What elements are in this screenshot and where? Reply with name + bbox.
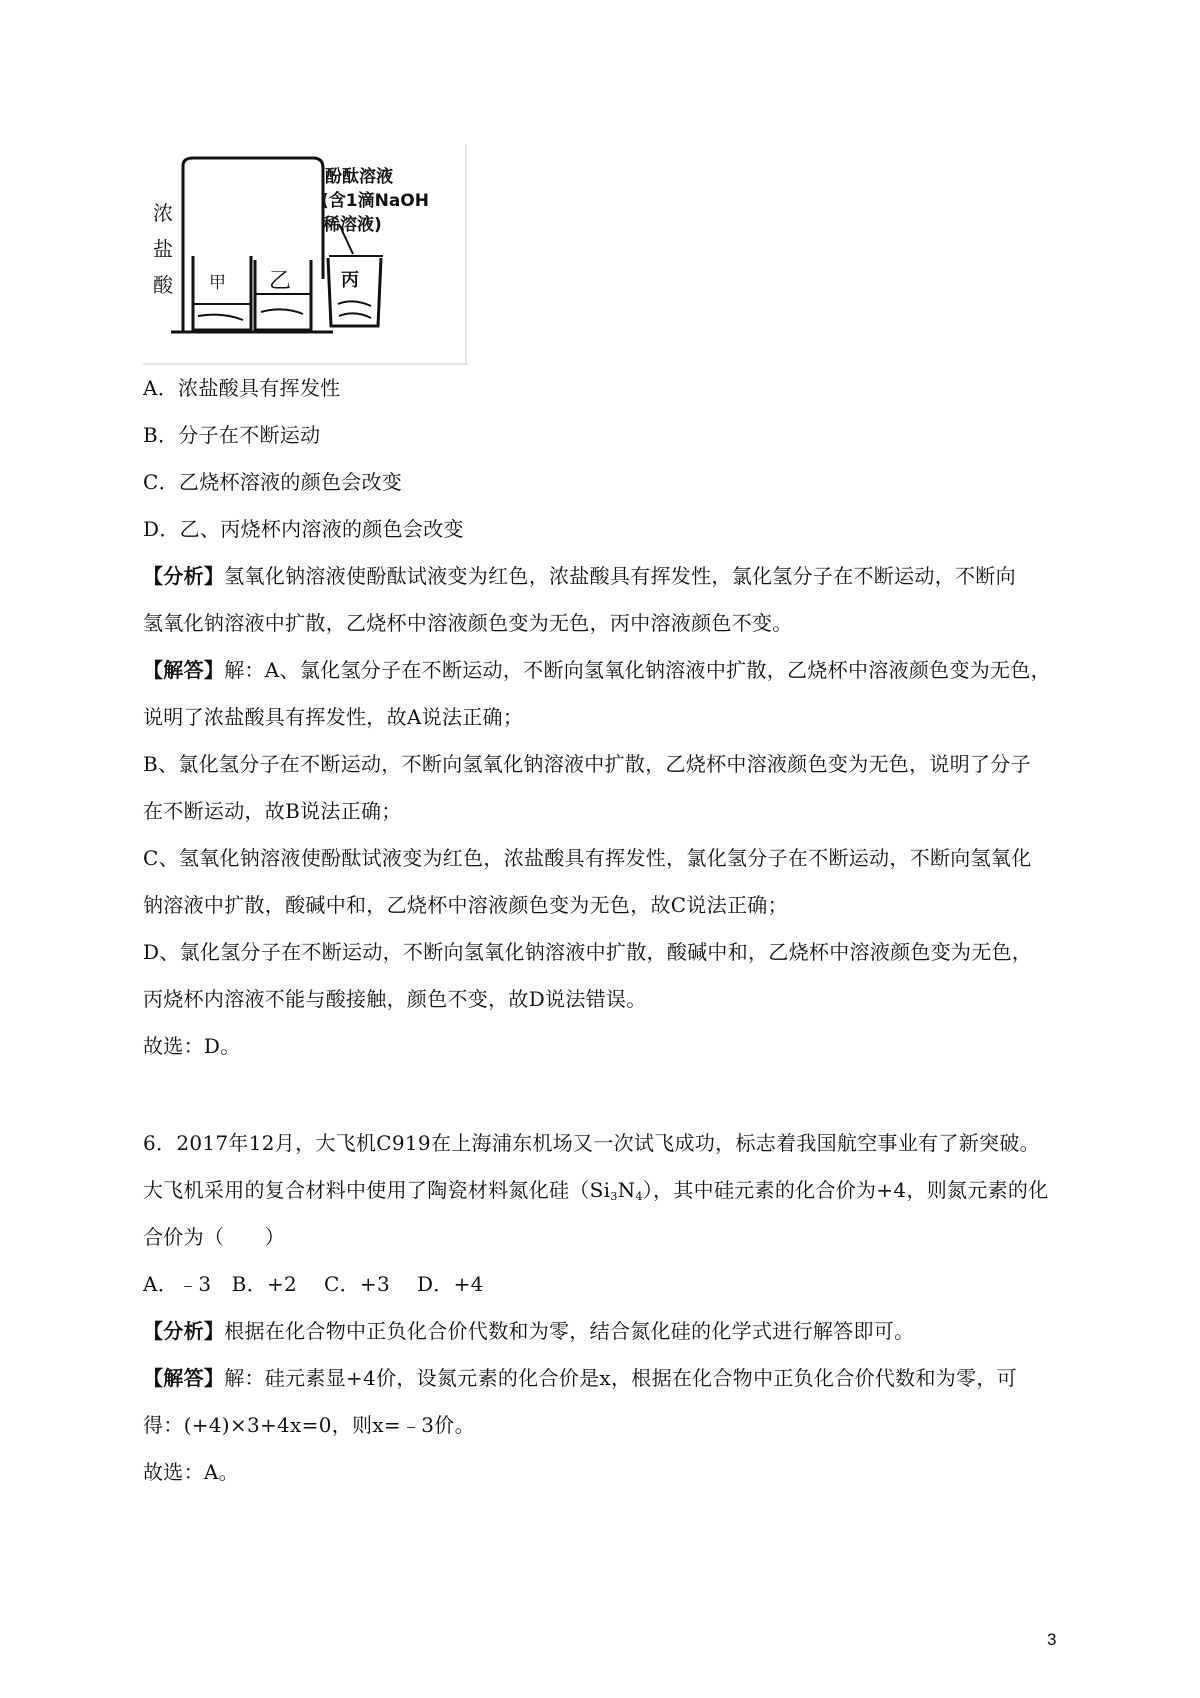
q5-answer-line-4: 在不断运动，故B说法正确； — [143, 799, 402, 823]
q5-answer-text-1: 解：A、氯化氢分子在不断运动，不断向氢氧化钠溶液中扩散，乙烧杯中溶液颜色变为无色， — [224, 658, 1051, 682]
q6-analysis-tag: 【分析】 — [143, 1319, 225, 1343]
q6-sub-n: 4 — [635, 1190, 643, 1203]
q6-answer-tag: 【解答】 — [143, 1366, 225, 1390]
page-number: 3 — [1047, 1630, 1057, 1649]
q6-sub-si: 3 — [610, 1190, 618, 1203]
q5-choice: 故选：D。 — [143, 1034, 241, 1058]
q5-option-a: A．浓盐酸具有挥发性 — [143, 376, 341, 400]
q6-stem-2-post: ），其中硅元素的化合价为+4，则氮元素的化 — [642, 1178, 1049, 1202]
q6-stem-line-2 — [143, 1176, 1049, 1211]
experiment-figure — [143, 144, 468, 365]
label-solution-2: (含1滴NaOH — [321, 191, 429, 211]
q6-choice: 故选：A。 — [143, 1460, 239, 1484]
beaker-a-label: 甲 — [209, 273, 226, 293]
q6-stem-line-1: 6．2017年12月，大飞机C919在上海浦东机场又一次试飞成功，标志着我国航空事业有了新突破。 — [143, 1131, 1040, 1155]
q5-option-b: B．分子在不断运动 — [143, 423, 321, 447]
q5-answer-line-8: 丙烧杯内溶液不能与酸接触，颜色不变，故D说法错误。 — [143, 987, 647, 1011]
q6-analysis-line-1 — [143, 1317, 914, 1345]
label-acid-1: 浓 — [153, 201, 173, 225]
q6-answer-line-2: 得：(+4)×3+4x=0，则x=﹣3价。 — [143, 1413, 475, 1437]
q5-analysis-tag: 【分析】 — [143, 564, 225, 588]
beaker-b-label: 乙 — [269, 269, 292, 294]
beaker-c-label: 丙 — [341, 270, 359, 291]
label-solution-1: 酚酞溶液 — [325, 167, 393, 187]
q5-answer-tag: 【解答】 — [143, 658, 225, 682]
label-acid-2: 盐 — [153, 237, 173, 261]
q6-answer-line-1 — [143, 1364, 1017, 1392]
q5-analysis-line-2: 氢氧化钠溶液中扩散，乙烧杯中溶液颜色变为无色，丙中溶液颜色不变。 — [143, 611, 793, 635]
label-solution-3: 稀溶液) — [323, 215, 382, 235]
q5-answer-line-1 — [143, 656, 1051, 684]
q5-analysis-text-1: 氢氧化钠溶液使酚酞试液变为红色，浓盐酸具有挥发性，氯化氢分子在不断运动，不断向 — [224, 564, 1016, 588]
q5-answer-line-2: 说明了浓盐酸具有挥发性，故A说法正确； — [143, 705, 524, 729]
q5-answer-line-7: D、氯化氢分子在不断运动，不断向氢氧化钠溶液中扩散，酸碱中和，乙烧杯中溶液颜色变为无色， — [143, 940, 1033, 964]
q5-answer-line-6: 钠溶液中扩散，酸碱中和，乙烧杯中溶液颜色变为无色，故C说法正确； — [143, 893, 788, 917]
q6-options: A．﹣3 B．+2 C．+3 D．+4 — [143, 1272, 484, 1296]
q6-stem-2-pre: 大飞机采用的复合材料中使用了陶瓷材料氮化硅（Si — [143, 1178, 611, 1202]
q5-option-d: D．乙、丙烧杯内溶液的颜色会改变 — [143, 517, 464, 541]
q5-analysis-line-1 — [143, 562, 1016, 590]
q6-stem-2-mid: N — [617, 1178, 636, 1202]
q5-answer-line-5: C、氢氧化钠溶液使酚酞试液变为红色，浓盐酸具有挥发性，氯化氢分子在不断运动，不断向氢氧化 — [143, 846, 1032, 870]
label-acid-3: 酸 — [153, 273, 173, 297]
q6-answer-text-1: 解：硅元素显+4价，设氮元素的化合价是x，根据在化合物中正负化合价代数和为零，可 — [224, 1366, 1017, 1390]
q5-option-c: C．乙烧杯溶液的颜色会改变 — [143, 470, 403, 494]
q5-answer-line-3: B、氯化氢分子在不断运动，不断向氢氧化钠溶液中扩散，乙烧杯中溶液颜色变为无色，说明了分子 — [143, 752, 1031, 776]
q6-stem-line-3: 合价为（ ） — [143, 1225, 286, 1249]
q6-analysis-text-1: 根据在化合物中正负化合价代数和为零，结合氮化硅的化学式进行解答即可。 — [224, 1319, 915, 1343]
beaker-diagram — [143, 144, 468, 365]
